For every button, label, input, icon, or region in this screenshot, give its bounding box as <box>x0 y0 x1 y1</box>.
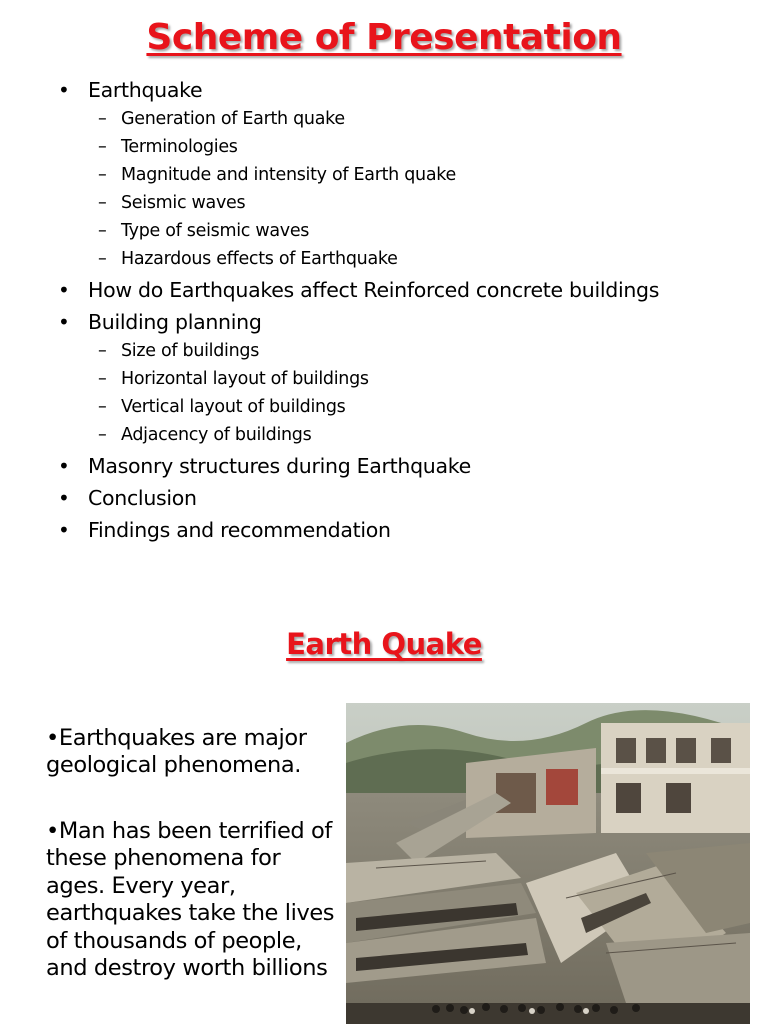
dash-icon: – <box>98 221 107 241</box>
sub-item <box>0 245 768 273</box>
outline-item-masonry <box>0 451 768 481</box>
outline-item-label: How do Earthquakes affect Reinforced concrete buildings <box>88 278 660 302</box>
sub-item <box>0 421 768 449</box>
sub-item <box>0 365 768 393</box>
sub-item <box>0 105 768 133</box>
body-paragraph: •Man has been terrified of these phenomena for ages. Every year, earthquakes take the lives of thousands of people, and destroy worth billions <box>46 817 335 981</box>
outline-item-label: Findings and recommendation <box>88 518 391 542</box>
dash-icon: – <box>98 165 107 185</box>
outline-item-conclusion <box>0 483 768 513</box>
outline-item-findings <box>0 515 768 545</box>
sub-item <box>0 337 768 365</box>
outline-item-label: Conclusion <box>88 486 197 510</box>
earthquake-rubble-photo <box>346 703 750 1024</box>
outline-item-label: Masonry structures during Earthquake <box>88 454 471 478</box>
sub-item <box>0 189 768 217</box>
slide-title: Scheme of Presentation <box>146 17 622 58</box>
sub-item-label: Type of seismic waves <box>121 221 310 241</box>
bullet-icon: • <box>58 486 70 510</box>
bullet-icon: • <box>58 454 70 478</box>
outline-item-label: Earthquake <box>88 78 203 102</box>
dash-icon: – <box>98 109 107 129</box>
sub-item-label: Terminologies <box>121 137 238 157</box>
dash-icon: – <box>98 193 107 213</box>
bullet-icon: • <box>58 310 70 334</box>
sub-list <box>88 337 768 449</box>
sub-item-label: Hazardous effects of Earthquake <box>121 249 398 269</box>
sub-item <box>0 393 768 421</box>
sub-item-label: Vertical layout of buildings <box>121 397 346 417</box>
outline-item-building-planning <box>0 307 768 449</box>
dash-icon: – <box>98 249 107 269</box>
bullet-icon: • <box>58 78 70 102</box>
dash-icon: – <box>98 341 107 361</box>
sub-item-label: Horizontal layout of buildings <box>121 369 369 389</box>
slide-earth-quake <box>0 576 768 1024</box>
sub-item <box>0 217 768 245</box>
sub-item-label: Generation of Earth quake <box>121 109 345 129</box>
outline-item-label: Building planning <box>88 310 262 334</box>
bullet-icon: • <box>58 278 70 302</box>
sub-item-label: Magnitude and intensity of Earth quake <box>121 165 456 185</box>
outline-item-rc-buildings <box>0 275 768 305</box>
outline-item-earthquake <box>0 75 768 273</box>
dash-icon: – <box>98 425 107 445</box>
sub-list <box>88 105 768 273</box>
bullet-icon: • <box>58 518 70 542</box>
body-paragraph: •Earthquakes are major geological phenomena. <box>46 724 307 778</box>
dash-icon: – <box>98 397 107 417</box>
sub-item-label: Adjacency of buildings <box>121 425 312 445</box>
sub-item-label: Size of buildings <box>121 341 260 361</box>
sub-item <box>0 133 768 161</box>
slide-title: Earth Quake <box>286 627 482 661</box>
dash-icon: – <box>98 369 107 389</box>
sub-item <box>0 161 768 189</box>
sub-item-label: Seismic waves <box>121 193 246 213</box>
outline-list <box>0 75 768 547</box>
dash-icon: – <box>98 137 107 157</box>
